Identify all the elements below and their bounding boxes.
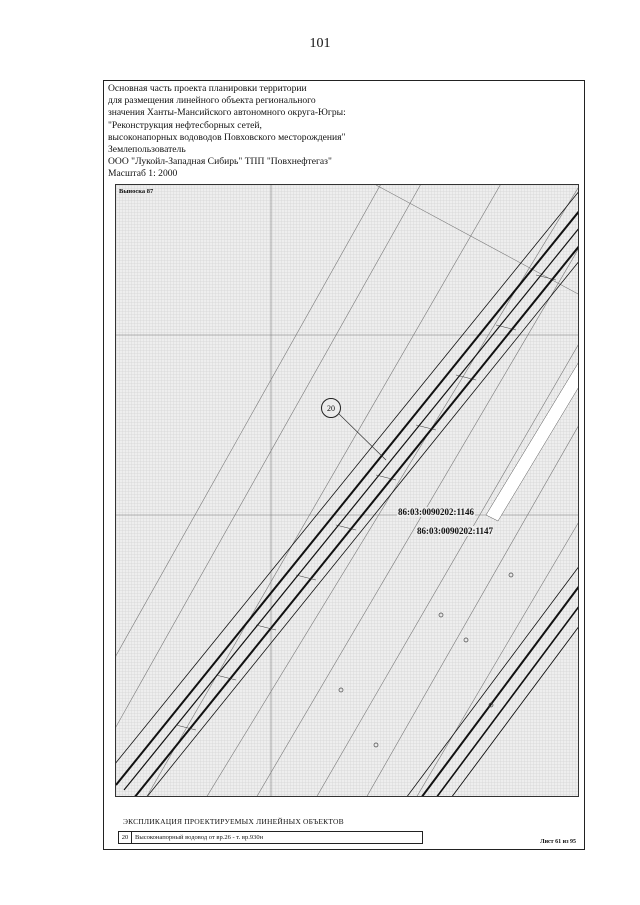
callout-label: Выноска 87 (119, 188, 154, 195)
header-line: Землепользователь (108, 144, 186, 156)
page-number: 101 (309, 36, 331, 51)
map-drawing (116, 185, 579, 797)
header-line: ООО "Лукойл-Западная Сибирь" ТПП "Повхнефтегаз" (108, 156, 332, 168)
cadastral-number: 86:03:0090202:1147 (417, 526, 493, 536)
object-number-marker: 20 (321, 398, 341, 418)
explication-table (118, 831, 423, 844)
explication-row-text: Высоконапорный водовод от вр.26 - т. вр.930н (135, 834, 264, 841)
header-line: для размещения линейного объекта регионального (108, 95, 316, 107)
sheet-header (108, 83, 578, 181)
header-line: высоконапорных водоводов Повховского месторождения" (108, 131, 346, 143)
map-sheet (103, 80, 585, 850)
header-line: Основная часть проекта планировки территории (108, 83, 307, 94)
sheet-label: Лист 61 из 95 (540, 839, 576, 845)
explication-title: ЭКСПЛИКАЦИЯ ПРОЕКТИРУЕМЫХ ЛИНЕЙНЫХ ОБЪЕКТОВ (123, 817, 344, 826)
header-line: Масштаб 1: 2000 (108, 168, 178, 180)
explication-row-number: 20 (119, 832, 132, 843)
planning-map (115, 184, 579, 797)
header-line: значения Ханты-Мансийского автономного округа-Югры: (108, 107, 346, 119)
cadastral-number: 86:03:0090202:1146 (398, 507, 474, 517)
header-line: "Реконструкция нефтесборных сетей, (108, 119, 262, 131)
